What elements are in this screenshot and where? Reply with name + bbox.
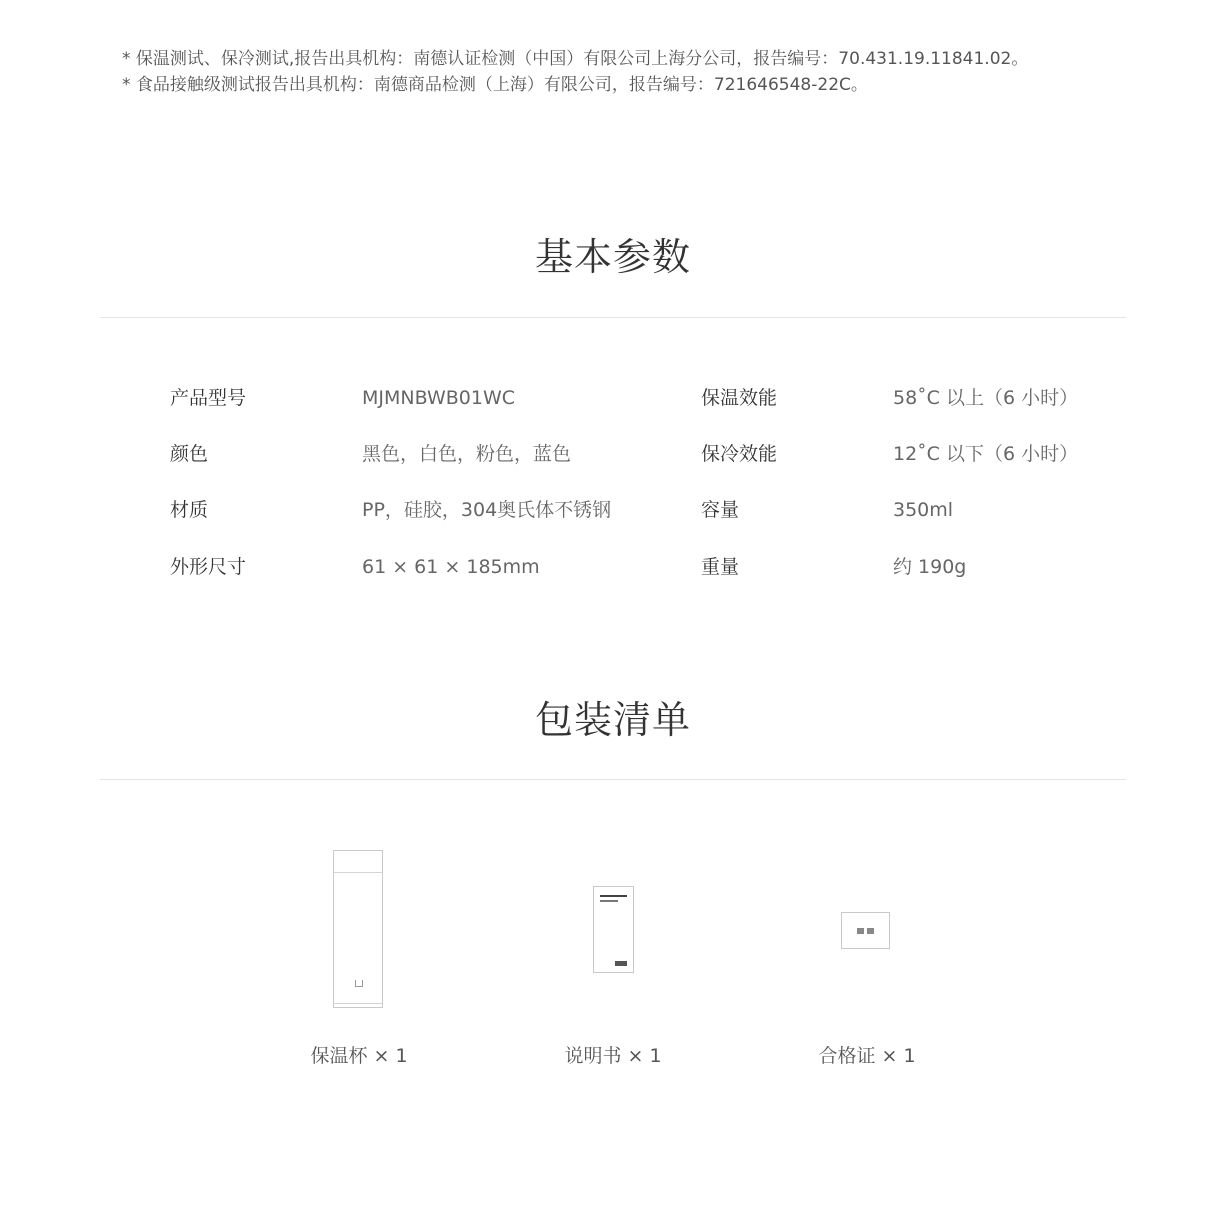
divider — [100, 317, 1126, 318]
certificate-card-icon — [841, 912, 890, 949]
spec-label: 外形尺寸 — [170, 556, 247, 578]
manual-subtitle-mark — [600, 900, 618, 902]
spec-row — [0, 482, 1226, 538]
spec-value: MJMNBWB01WC — [362, 387, 516, 409]
spec-value: 58˚C 以上（6 小时） — [893, 387, 1079, 409]
spec-row — [0, 426, 1226, 482]
spec-label: 产品型号 — [170, 387, 247, 409]
divider — [100, 779, 1126, 780]
manual-title-mark — [600, 895, 627, 897]
note-line: * 食品接触级测试报告出具机构：南德商品检测（上海）有限公司，报告编号：721646548-22C。 — [122, 75, 868, 95]
spec-value: 61 × 61 × 185mm — [362, 556, 540, 578]
spec-value: 黑色，白色，粉色，蓝色 — [362, 443, 572, 465]
spec-row — [0, 370, 1226, 426]
mijia-logo-icon — [867, 928, 874, 934]
section-title-params: 基本参数 — [534, 235, 691, 279]
spec-label: 重量 — [701, 556, 740, 578]
spec-label: 颜色 — [170, 443, 209, 465]
spec-label: 保冷效能 — [701, 443, 778, 465]
package-caption: 说明书 × 1 — [564, 1045, 662, 1067]
spec-value: 350ml — [893, 499, 954, 521]
note-line: * 保温测试、保冷测试,报告出具机构：南德认证检测（中国）有限公司上海分公司，报告编号：70.431.19.11841.02。 — [122, 49, 1029, 69]
mi-logo-icon — [355, 980, 363, 987]
manual-logo-mark — [615, 961, 627, 966]
section-title-package: 包装清单 — [534, 698, 691, 742]
spec-value: 12˚C 以下（6 小时） — [893, 443, 1079, 465]
package-caption: 合格证 × 1 — [818, 1045, 916, 1067]
test-report-notes — [122, 46, 1122, 98]
package-caption: 保温杯 × 1 — [310, 1045, 408, 1067]
spec-value: 约 190g — [893, 556, 967, 578]
spec-label: 容量 — [701, 499, 740, 521]
cup-base — [334, 1003, 382, 1004]
manual-icon — [593, 886, 634, 973]
spec-row — [0, 539, 1226, 595]
spec-label: 保温效能 — [701, 387, 778, 409]
spec-label: 材质 — [170, 499, 209, 521]
thermos-cup-icon — [333, 850, 383, 1008]
spec-value: PP，硅胶，304奥氏体不锈钢 — [362, 499, 612, 521]
cup-lid — [334, 851, 382, 873]
mi-logo-icon — [857, 928, 864, 934]
